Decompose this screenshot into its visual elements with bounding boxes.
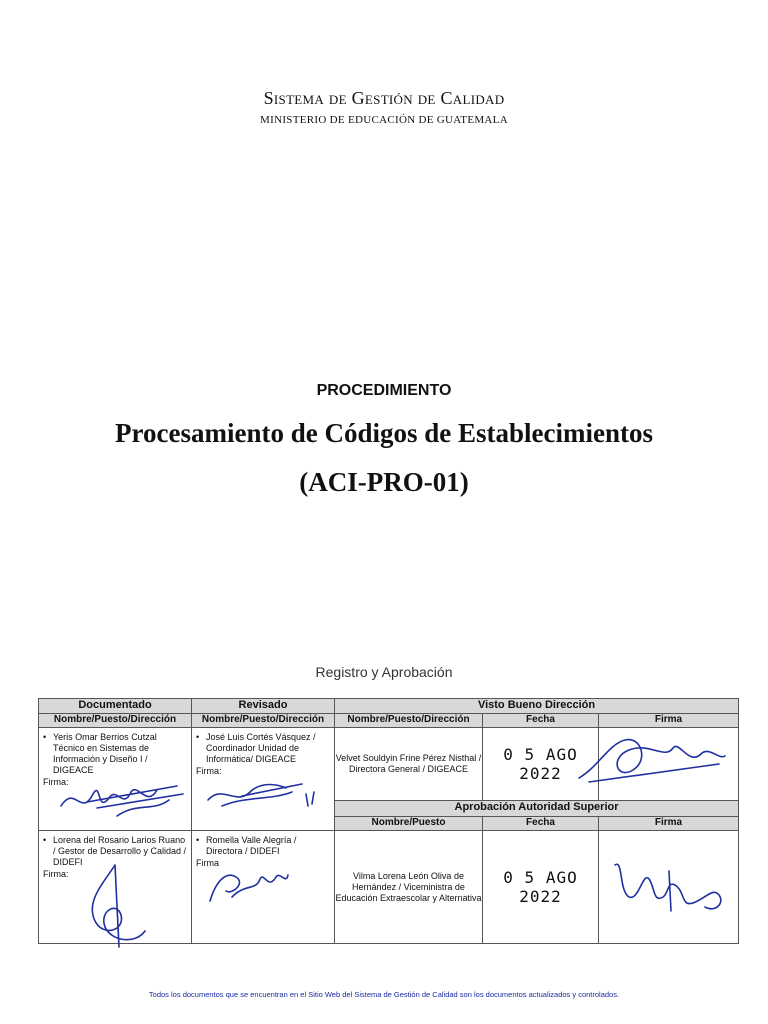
signature-aprobacion	[609, 851, 734, 921]
document-type: PROCEDIMIENTO	[316, 382, 452, 399]
header-revisado: Revisado	[192, 699, 335, 714]
approval-table	[38, 698, 739, 944]
subheader-aprob-nombre: Nombre/Puesto	[335, 816, 483, 830]
registry-title: Registro y Aprobación	[315, 664, 453, 680]
subheader-visto-fecha: Fecha	[483, 714, 599, 728]
revisado-1-text: José Luis Cortés Vásquez / Coordinador Unidad de Informática/ DIGEACE	[206, 732, 316, 764]
signature-revisado-1	[202, 774, 327, 814]
document-header	[0, 88, 768, 126]
aprobacion-signature-cell	[599, 831, 739, 944]
cell-revisado-2: • Romella Valle Alegría / Directora / DIDEFI Firma	[192, 831, 335, 944]
subheader-aprob-firma: Firma	[599, 816, 739, 830]
ministry-name: MINISTERIO DE EDUCACIÓN DE GUATEMALA	[260, 114, 508, 126]
cell-documentado-1: • Yeris Omar Berrios Cutzal Técnico en Sistemas de Información y Diseño I / DIGEACE Firma:	[39, 728, 192, 831]
aprobacion-date: 0 5 AGO 2022	[483, 831, 599, 944]
cell-documentado-2: • Lorena del Rosario Larios Ruano / Gestor de Desarrollo y Calidad / DIDEFI Firma:	[39, 831, 192, 944]
subheader-visto-nombre: Nombre/Puesto/Dirección	[335, 714, 483, 728]
header-aprobacion: Aprobación Autoridad Superior	[335, 801, 739, 816]
subheader-visto-firma: Firma	[599, 714, 739, 728]
visto-bueno-signature-cell	[599, 728, 739, 801]
revisado-2-text: Romella Valle Alegría / Directora / DIDEFI	[206, 835, 297, 856]
documentado-1-text: Yeris Omar Berrios Cutzal Técnico en Sistemas de Información y Diseño I / DIGEACE	[53, 732, 157, 775]
footer-note: Todos los documentos que se encuentran en el Sitio Web del Sistema de Gestión de Calidad son los documentos actualizados y controlados.	[148, 990, 620, 999]
cell-revisado-1: • José Luis Cortés Vásquez / Coordinador Unidad de Informática/ DIGEACE Firma:	[192, 728, 335, 831]
visto-bueno-name: Velvet Souldyin Frine Pérez Nisthal / Directora General / DIGEACE	[335, 728, 483, 801]
firma-label: Firma:	[43, 869, 69, 879]
header-documentado: Documentado	[39, 699, 192, 714]
subheader-documentado: Nombre/Puesto/Dirección	[39, 714, 192, 728]
subheader-aprob-fecha: Fecha	[483, 816, 599, 830]
system-name: Sistema de Gestión de Calidad	[263, 88, 505, 108]
firma-label: Firma	[196, 858, 219, 868]
visto-bueno-date: 0 5 AGO 2022	[483, 728, 599, 801]
document-title: Procesamiento de Códigos de Establecimientos	[115, 418, 653, 448]
documentado-2-text: Lorena del Rosario Larios Ruano / Gestor de Desarrollo y Calidad / DIDEFI	[53, 835, 187, 867]
firma-label: Firma:	[43, 777, 69, 787]
firma-label: Firma:	[196, 766, 222, 776]
aprobacion-name: Vilma Lorena León Oliva de Hernández / Viceministra de Educación Extraescolar y Alternativa	[335, 831, 483, 944]
subheader-revisado: Nombre/Puesto/Dirección	[192, 714, 335, 728]
document-code: (ACI-PRO-01)	[299, 467, 469, 497]
header-visto-bueno: Visto Bueno Dirección	[335, 699, 739, 714]
